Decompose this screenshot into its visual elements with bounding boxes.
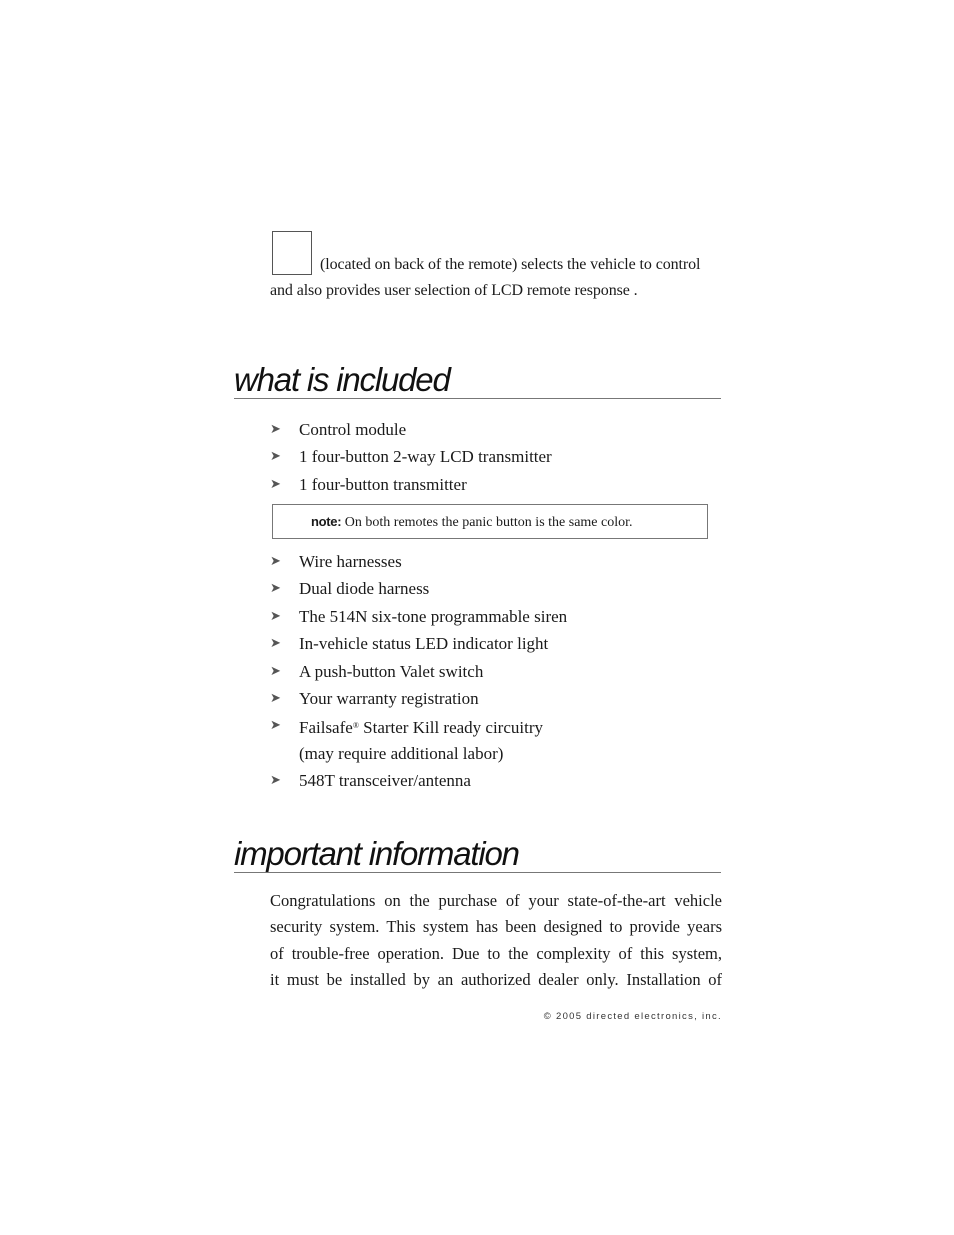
arrowhead-bullet-icon: ➤ xyxy=(270,718,281,734)
list-item: ➤ 548T transceiver/antenna xyxy=(270,767,720,794)
arrowhead-bullet-icon: ➤ xyxy=(270,690,281,706)
list-item: ➤ In-vehicle status LED indicator light xyxy=(270,630,720,657)
arrowhead-bullet-icon: ➤ xyxy=(270,422,281,437)
section-heading-important-information: important information xyxy=(234,836,721,873)
arrowhead-bullet-icon: ➤ xyxy=(270,476,281,492)
arrowhead-bullet-icon: ➤ xyxy=(270,449,281,465)
intro-text-1: (located on back of the remote) selects the vehicle to control xyxy=(320,256,701,273)
copyright-footer: © 2005 directed electronics, inc. xyxy=(543,1011,722,1022)
registered-mark: ® xyxy=(352,721,359,731)
intro-paragraph xyxy=(270,231,722,305)
list-item: ➤ Control module xyxy=(270,416,720,443)
intro-text-2: and also provides user selection of LCD remote response . xyxy=(270,282,638,299)
list-item-failsafe: ➤ Failsafe® Starter Kill ready circuitry xyxy=(270,712,720,739)
paragraph-line: of trouble-free operation. Due to the complexity of this system, xyxy=(270,943,722,963)
included-list-b xyxy=(270,548,720,795)
list-item-continuation: (may require additional labor) xyxy=(299,743,504,763)
arrowhead-bullet-icon: ➤ xyxy=(270,608,281,624)
included-list-a xyxy=(270,416,720,498)
list-item: ➤ 1 four-button transmitter xyxy=(270,471,720,498)
note-label: note: xyxy=(311,514,342,529)
list-item: ➤ Wire harnesses xyxy=(270,548,720,575)
note-box xyxy=(272,504,708,539)
note-text: On both remotes the panic button is the same color. xyxy=(344,515,633,530)
paragraph-line: security system. This system has been designed to provide years xyxy=(270,917,722,937)
remote-button-icon xyxy=(272,231,312,275)
section-heading-what-is-included: what is included xyxy=(234,362,721,399)
list-item: ➤ The 514N six-tone programmable siren xyxy=(270,603,720,630)
arrowhead-bullet-icon: ➤ xyxy=(270,773,281,789)
arrowhead-bullet-icon: ➤ xyxy=(270,581,281,597)
paragraph-line: Congratulations on the purchase of your state-of-the-art vehicle xyxy=(270,891,722,910)
important-information-paragraph xyxy=(270,888,722,993)
list-item: ➤ Your warranty registration xyxy=(270,685,720,712)
list-item: ➤ 1 four-button 2-way LCD transmitter xyxy=(270,443,720,470)
arrowhead-bullet-icon: ➤ xyxy=(270,636,281,652)
arrowhead-bullet-icon: ➤ xyxy=(270,663,281,679)
list-item: ➤ A push-button Valet switch xyxy=(270,658,720,685)
paragraph-line: it must be installed by an authorized dealer only. Installation of xyxy=(270,969,722,989)
list-item: ➤ Dual diode harness xyxy=(270,575,720,602)
intro-line-1 xyxy=(270,231,722,277)
arrowhead-bullet-icon: ➤ xyxy=(270,554,281,569)
